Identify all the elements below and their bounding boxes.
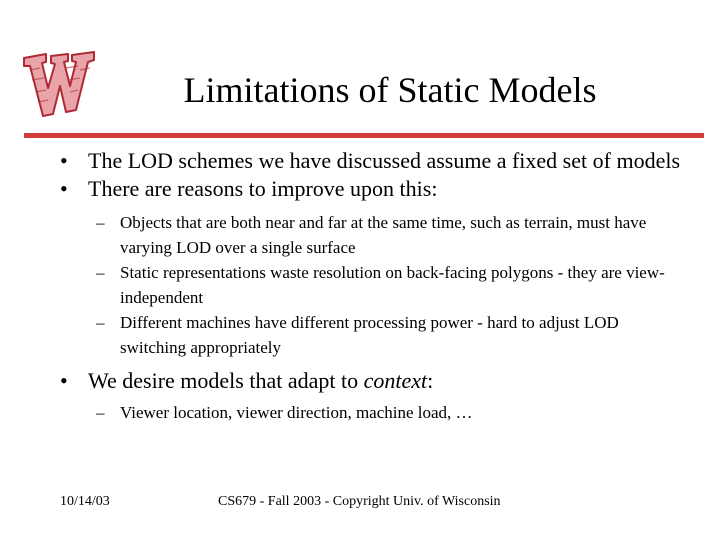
bullet-item xyxy=(60,176,680,202)
bullet-glyph: • xyxy=(60,148,68,173)
slide-title: Limitations of Static Models xyxy=(183,70,597,110)
title-underline-rule xyxy=(24,133,704,138)
dash-glyph: – xyxy=(96,213,105,232)
footer-date: 10/14/03 xyxy=(60,494,110,509)
bullet-item xyxy=(60,148,680,174)
bullet-text: There are reasons to improve upon this: xyxy=(88,176,438,201)
sub-bullet-item xyxy=(60,260,680,310)
dash-glyph: – xyxy=(96,313,105,332)
sub-bullet-item xyxy=(60,400,680,425)
bullet-emphasis: context xyxy=(363,368,428,393)
sub-bullet-text: Static representations waste resolution on back-facing polygons - they are view-independent xyxy=(120,263,665,307)
slide-content xyxy=(60,148,680,425)
bullet-glyph: • xyxy=(60,368,68,393)
dash-glyph: – xyxy=(96,263,105,282)
bullet-glyph: • xyxy=(60,176,68,201)
bullet-text-before: We desire models that adapt to xyxy=(88,368,364,393)
sub-bullet-item xyxy=(60,310,680,360)
wisconsin-w-logo-icon xyxy=(18,40,98,124)
sub-bullet-text: Objects that are both near and far at the same time, such as terrain, must have varying LOD over a single surface xyxy=(120,213,647,257)
sub-bullet-item xyxy=(60,210,680,260)
bullet-text: The LOD schemes we have discussed assume a fixed set of models xyxy=(88,148,681,173)
footer-copyright: CS679 - Fall 2003 - Copyright Univ. of Wisconsin xyxy=(218,494,501,509)
bullet-text-after: : xyxy=(427,368,434,393)
sub-bullet-text: Viewer location, viewer direction, machine load, … xyxy=(120,403,473,422)
sub-bullet-text: Different machines have different processing power - hard to adjust LOD switching appropriately xyxy=(120,313,619,357)
dash-glyph: – xyxy=(96,403,105,422)
bullet-item xyxy=(60,368,680,394)
